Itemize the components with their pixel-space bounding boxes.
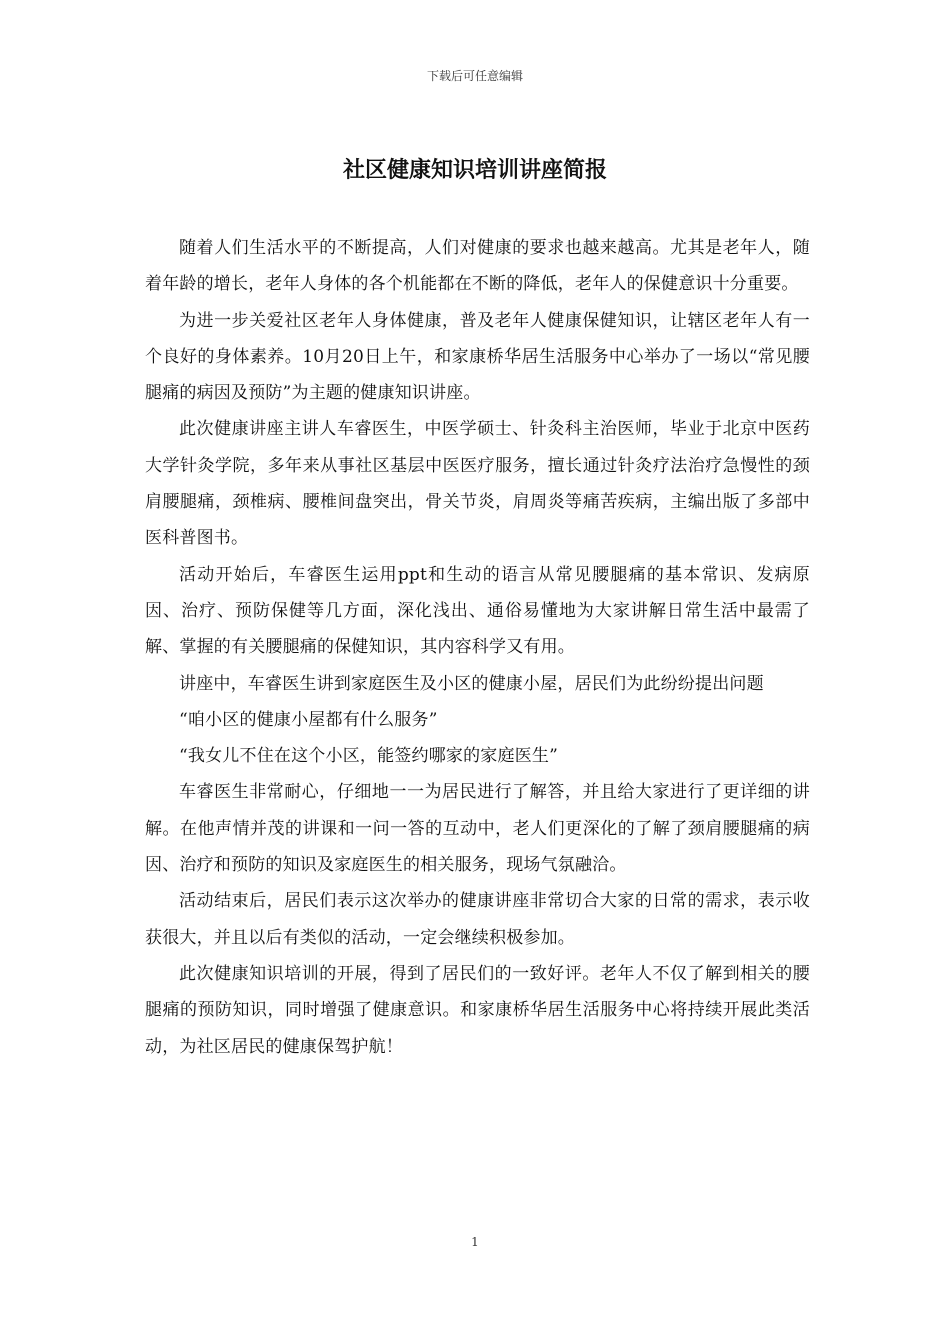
page-header: 下载后可任意编辑 <box>426 69 523 83</box>
paragraph-answers: 车睿医生非常耐心，仔细地一一为居民进行了解答，并且给大家进行了更详细的讲解。在他声情并茂的讲课和一问一答的互动中，老人们更深化的了解了颈肩腰腿痛的病因、治疗和预防的知识及家庭医生的相关服务，现场气氛融洽。 <box>145 782 810 876</box>
page-number: 1 <box>471 1235 479 1249</box>
document-body <box>145 230 810 1065</box>
paragraph-feedback: 活动结束后，居民们表示这次举办的健康讲座非常切合大家的日常的需求，表示收获很大，并且以后有类似的活动，一定会继续积极参加。 <box>145 891 810 948</box>
paragraph-speaker-bio: 此次健康讲座主讲人车睿医生，中医学硕士、针灸科主治医师，毕业于北京中医药大学针灸学院，多年来从事社区基层中医医疗服务，擅长通过针灸疗法治疗急慢性的颈肩腰腿痛，颈椎病、腰椎间盘突出，骨关节炎，肩周炎等痛苦疾病，主编出版了多部中医科普图书。 <box>145 419 810 549</box>
paragraph-event-overview: 为进一步关爱社区老年人身体健康，普及老年人健康保健知识，让辖区老年人有一个良好的身体素养。10月20日上午，和家康桥华居生活服务中心举办了一场以“常见腰腿痛的病因及预防”为主题的健康知识讲座。 <box>145 310 810 404</box>
paragraph-conclusion: 此次健康知识培训的开展，得到了居民们的一致好评。老年人不仅了解到相关的腰腿痛的预防知识，同时增强了健康意识。和家康桥华居生活服务中心将持续开展此类活动，为社区居民的健康保驾护航！ <box>145 963 810 1057</box>
paragraph-questions: 讲座中，车睿医生讲到家庭医生及小区的健康小屋，居民们为此纷纷提出问题 <box>179 673 764 694</box>
paragraph-quote-1: “咱小区的健康小屋都有什么服务” <box>179 709 438 730</box>
paragraph-quote-2: “我女儿不住在这个小区，能签约哪家的家庭医生” <box>179 746 558 767</box>
document-title: 社区健康知识培训讲座简报 <box>342 157 607 183</box>
paragraph-intro: 随着人们生活水平的不断提高，人们对健康的要求也越来越高。尤其是老年人，随着年龄的增长，老年人身体的各个机能都在不断的降低，老年人的保健意识十分重要。 <box>145 238 810 295</box>
paragraph-lecture-content: 活动开始后，车睿医生运用ppt和生动的语言从常见腰腿痛的基本常识、发病原因、治疗、预防保健等几方面，深化浅出、通俗易懂地为大家讲解日常生活中最需了解、掌握的有关腰腿痛的保健知识，其内容科学又有用。 <box>145 564 810 658</box>
